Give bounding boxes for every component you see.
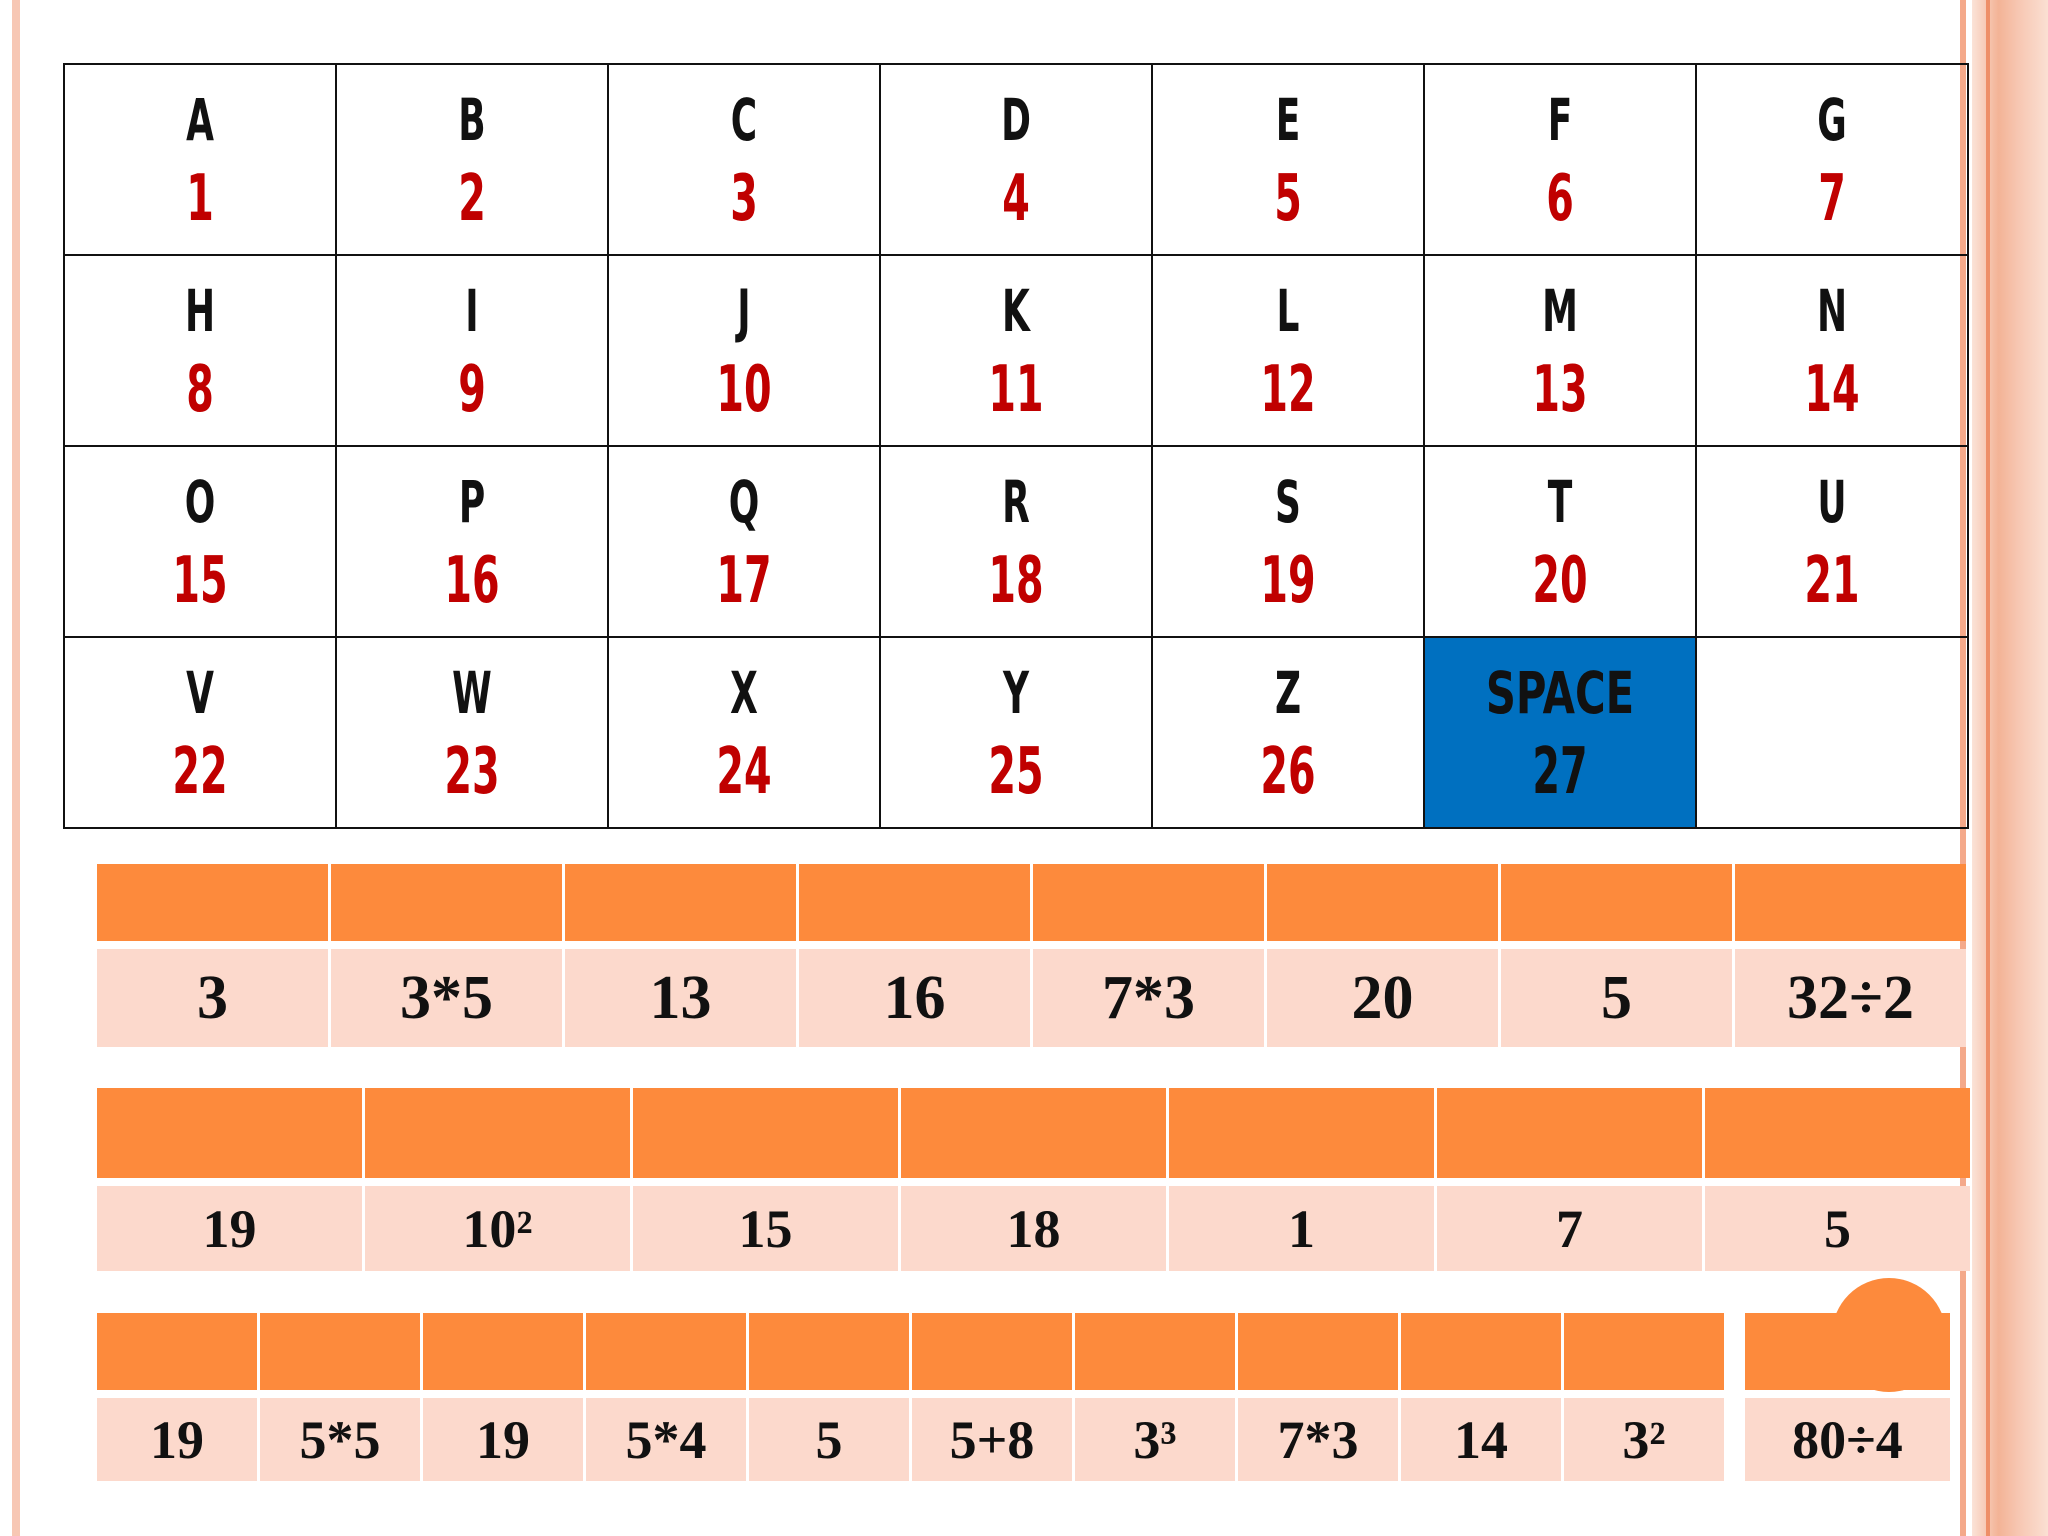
- key-letter: U: [1817, 467, 1847, 536]
- key-letter: T: [1547, 467, 1573, 536]
- key-number: 15: [172, 543, 228, 618]
- key-cell-z: [1152, 637, 1424, 828]
- key-letter: P: [458, 467, 486, 536]
- puzzle-slot: [586, 1313, 746, 1481]
- puzzle-slot: [1075, 1313, 1235, 1481]
- key-number: 16: [444, 543, 500, 618]
- key-letter: O: [184, 467, 216, 536]
- slide-frame-left: [12, 0, 20, 1536]
- puzzle-slot: [1033, 864, 1264, 1047]
- key-letter: G: [1817, 85, 1847, 154]
- clue-box: 19: [97, 1398, 257, 1481]
- puzzle-slot: [1735, 864, 1966, 1047]
- key-number: 23: [444, 734, 500, 809]
- key-letter: SPACE: [1485, 658, 1635, 727]
- puzzle-row-2: [97, 1088, 1973, 1271]
- key-number: 7: [1818, 161, 1846, 236]
- key-number: 6: [1546, 161, 1574, 236]
- puzzle-slot: [1564, 1313, 1724, 1481]
- puzzle-slot: [901, 1088, 1166, 1271]
- key-number: 25: [988, 734, 1044, 809]
- answer-box[interactable]: [799, 864, 1030, 941]
- clue-box: 7*3: [1033, 949, 1264, 1047]
- key-cell-k: [880, 255, 1152, 446]
- key-number: 20: [1532, 543, 1588, 618]
- slide-frame-right-accent: [1986, 0, 1990, 1536]
- key-cell-j: [608, 255, 880, 446]
- key-letter: J: [737, 276, 751, 345]
- key-row: [64, 64, 1968, 255]
- key-letter: A: [186, 85, 214, 154]
- key-cell-h: [64, 255, 336, 446]
- key-letter: N: [1816, 276, 1848, 345]
- key-number: 3: [730, 161, 758, 236]
- clue-box: 19: [423, 1398, 583, 1481]
- key-number: 26: [1260, 734, 1316, 809]
- key-letter: W: [452, 658, 492, 727]
- answer-box[interactable]: [1033, 864, 1264, 941]
- key-number: 2: [458, 161, 486, 236]
- answer-box[interactable]: [97, 1313, 257, 1390]
- answer-box[interactable]: [1437, 1088, 1702, 1178]
- key-cell-space: [1424, 637, 1696, 828]
- key-number: 9: [458, 352, 486, 427]
- key-cell-v: [64, 637, 336, 828]
- answer-box[interactable]: [260, 1313, 420, 1390]
- answer-box[interactable]: [901, 1088, 1166, 1178]
- answer-box[interactable]: [365, 1088, 630, 1178]
- puzzle-slot: [97, 1088, 362, 1271]
- answer-box[interactable]: [1075, 1313, 1235, 1390]
- alphabet-key-table: [63, 63, 1969, 829]
- answer-box[interactable]: [1745, 1313, 1950, 1390]
- key-cell-i: [336, 255, 608, 446]
- answer-box[interactable]: [1501, 864, 1732, 941]
- puzzle-slot: [565, 864, 796, 1047]
- key-number: 21: [1804, 543, 1860, 618]
- answer-box[interactable]: [1238, 1313, 1398, 1390]
- key-row: [64, 255, 1968, 446]
- key-cell-t: [1424, 446, 1696, 637]
- clue-box: 5: [1705, 1186, 1970, 1271]
- key-letter: C: [730, 85, 758, 154]
- clue-box: 1: [1169, 1186, 1434, 1271]
- clue-box: 3³: [1075, 1398, 1235, 1481]
- key-letter: Z: [1274, 658, 1302, 727]
- key-cell-empty: [1696, 637, 1968, 828]
- key-letter: V: [186, 658, 214, 727]
- key-cell-n: [1696, 255, 1968, 446]
- key-cell-a: [64, 64, 336, 255]
- key-cell-s: [1152, 446, 1424, 637]
- puzzle-slot: [1238, 1313, 1398, 1481]
- clue-box: 7*3: [1238, 1398, 1398, 1481]
- key-letter: F: [1547, 85, 1573, 154]
- puzzle-slot: [97, 864, 328, 1047]
- key-cell-x: [608, 637, 880, 828]
- key-number: 22: [172, 734, 228, 809]
- puzzle-slot: [633, 1088, 898, 1271]
- puzzle-slot: [260, 1313, 420, 1481]
- key-number: 8: [186, 352, 214, 427]
- answer-box[interactable]: [912, 1313, 1072, 1390]
- puzzle-slot: [1501, 864, 1732, 1047]
- key-letter: M: [1542, 276, 1578, 345]
- key-number: 17: [716, 543, 772, 618]
- answer-box[interactable]: [749, 1313, 909, 1390]
- clue-box: 5: [1501, 949, 1732, 1047]
- clue-box: 5*4: [586, 1398, 746, 1481]
- key-letter: H: [184, 276, 216, 345]
- clue-box: 5: [749, 1398, 909, 1481]
- puzzle-row-3: [97, 1313, 1727, 1481]
- clue-box: 18: [901, 1186, 1166, 1271]
- slide-frame-right-band: [1972, 0, 2048, 1536]
- key-letter: S: [1275, 467, 1301, 536]
- clue-box: 7: [1437, 1186, 1702, 1271]
- clue-box: 20: [1267, 949, 1498, 1047]
- puzzle-slot: [1705, 1088, 1970, 1271]
- key-number: 24: [716, 734, 772, 809]
- answer-box[interactable]: [1705, 1088, 1970, 1178]
- clue-box: 3²: [1564, 1398, 1724, 1481]
- clue-box: 16: [799, 949, 1030, 1047]
- key-cell-l: [1152, 255, 1424, 446]
- clue-box: 10²: [365, 1186, 630, 1271]
- clue-box: 13: [565, 949, 796, 1047]
- key-number: 5: [1274, 161, 1302, 236]
- key-number: 13: [1532, 352, 1588, 427]
- puzzle-slot: [1745, 1313, 1950, 1481]
- puzzle-slot: [1267, 864, 1498, 1047]
- key-cell-q: [608, 446, 880, 637]
- key-cell-r: [880, 446, 1152, 637]
- key-letter: E: [1275, 85, 1301, 154]
- answer-box[interactable]: [1735, 864, 1966, 941]
- key-letter: L: [1276, 276, 1300, 345]
- puzzle-slot: [423, 1313, 583, 1481]
- key-cell-e: [1152, 64, 1424, 255]
- key-cell-f: [1424, 64, 1696, 255]
- key-cell-u: [1696, 446, 1968, 637]
- answer-box[interactable]: [1267, 864, 1498, 941]
- clue-box: 80÷4: [1745, 1398, 1950, 1481]
- key-number: 19: [1260, 543, 1316, 618]
- answer-box[interactable]: [97, 1088, 362, 1178]
- puzzle-row-1: [97, 864, 1969, 1047]
- puzzle-slot: [799, 864, 1030, 1047]
- key-cell-m: [1424, 255, 1696, 446]
- clue-box: 32÷2: [1735, 949, 1966, 1047]
- clue-box: 5*5: [260, 1398, 420, 1481]
- key-cell-o: [64, 446, 336, 637]
- answer-box[interactable]: [423, 1313, 583, 1390]
- key-letter: Q: [728, 467, 760, 536]
- key-row: [64, 637, 1968, 828]
- puzzle-slot: [749, 1313, 909, 1481]
- key-cell-p: [336, 446, 608, 637]
- key-number: 27: [1532, 734, 1588, 809]
- key-letter: K: [1002, 276, 1030, 345]
- clue-box: 19: [97, 1186, 362, 1271]
- puzzle-slot: [97, 1313, 257, 1481]
- puzzle-slot: [1437, 1088, 1702, 1271]
- key-letter: Y: [1002, 658, 1030, 727]
- answer-box[interactable]: [586, 1313, 746, 1390]
- key-letter: D: [1001, 85, 1031, 154]
- puzzle-slot: [365, 1088, 630, 1271]
- key-cell-w: [336, 637, 608, 828]
- key-letter: B: [458, 85, 486, 154]
- clue-box: 3*5: [331, 949, 562, 1047]
- answer-box[interactable]: [331, 864, 562, 941]
- puzzle-slot: [1169, 1088, 1434, 1271]
- key-number: 4: [1002, 161, 1030, 236]
- key-number: 18: [988, 543, 1044, 618]
- key-number: 12: [1260, 352, 1316, 427]
- clue-box: 15: [633, 1186, 898, 1271]
- key-letter: X: [730, 658, 758, 727]
- key-number: 11: [988, 352, 1044, 427]
- clue-box: 3: [97, 949, 328, 1047]
- answer-box[interactable]: [565, 864, 796, 941]
- key-number: 1: [186, 161, 214, 236]
- puzzle-slot: [912, 1313, 1072, 1481]
- key-cell-g: [1696, 64, 1968, 255]
- key-letter: R: [1002, 467, 1030, 536]
- key-number: 14: [1804, 352, 1860, 427]
- key-row: [64, 446, 1968, 637]
- answer-box[interactable]: [1401, 1313, 1561, 1390]
- key-number: 10: [716, 352, 772, 427]
- answer-box[interactable]: [1564, 1313, 1724, 1390]
- key-cell-c: [608, 64, 880, 255]
- key-cell-d: [880, 64, 1152, 255]
- puzzle-slot: [1401, 1313, 1561, 1481]
- answer-box[interactable]: [97, 864, 328, 941]
- key-cell-y: [880, 637, 1152, 828]
- puzzle-row-3-extra: [1745, 1313, 1953, 1481]
- clue-box: 5+8: [912, 1398, 1072, 1481]
- puzzle-slot: [331, 864, 562, 1047]
- key-letter: I: [465, 276, 479, 345]
- answer-box[interactable]: [633, 1088, 898, 1178]
- key-cell-b: [336, 64, 608, 255]
- clue-box: 14: [1401, 1398, 1561, 1481]
- answer-box[interactable]: [1169, 1088, 1434, 1178]
